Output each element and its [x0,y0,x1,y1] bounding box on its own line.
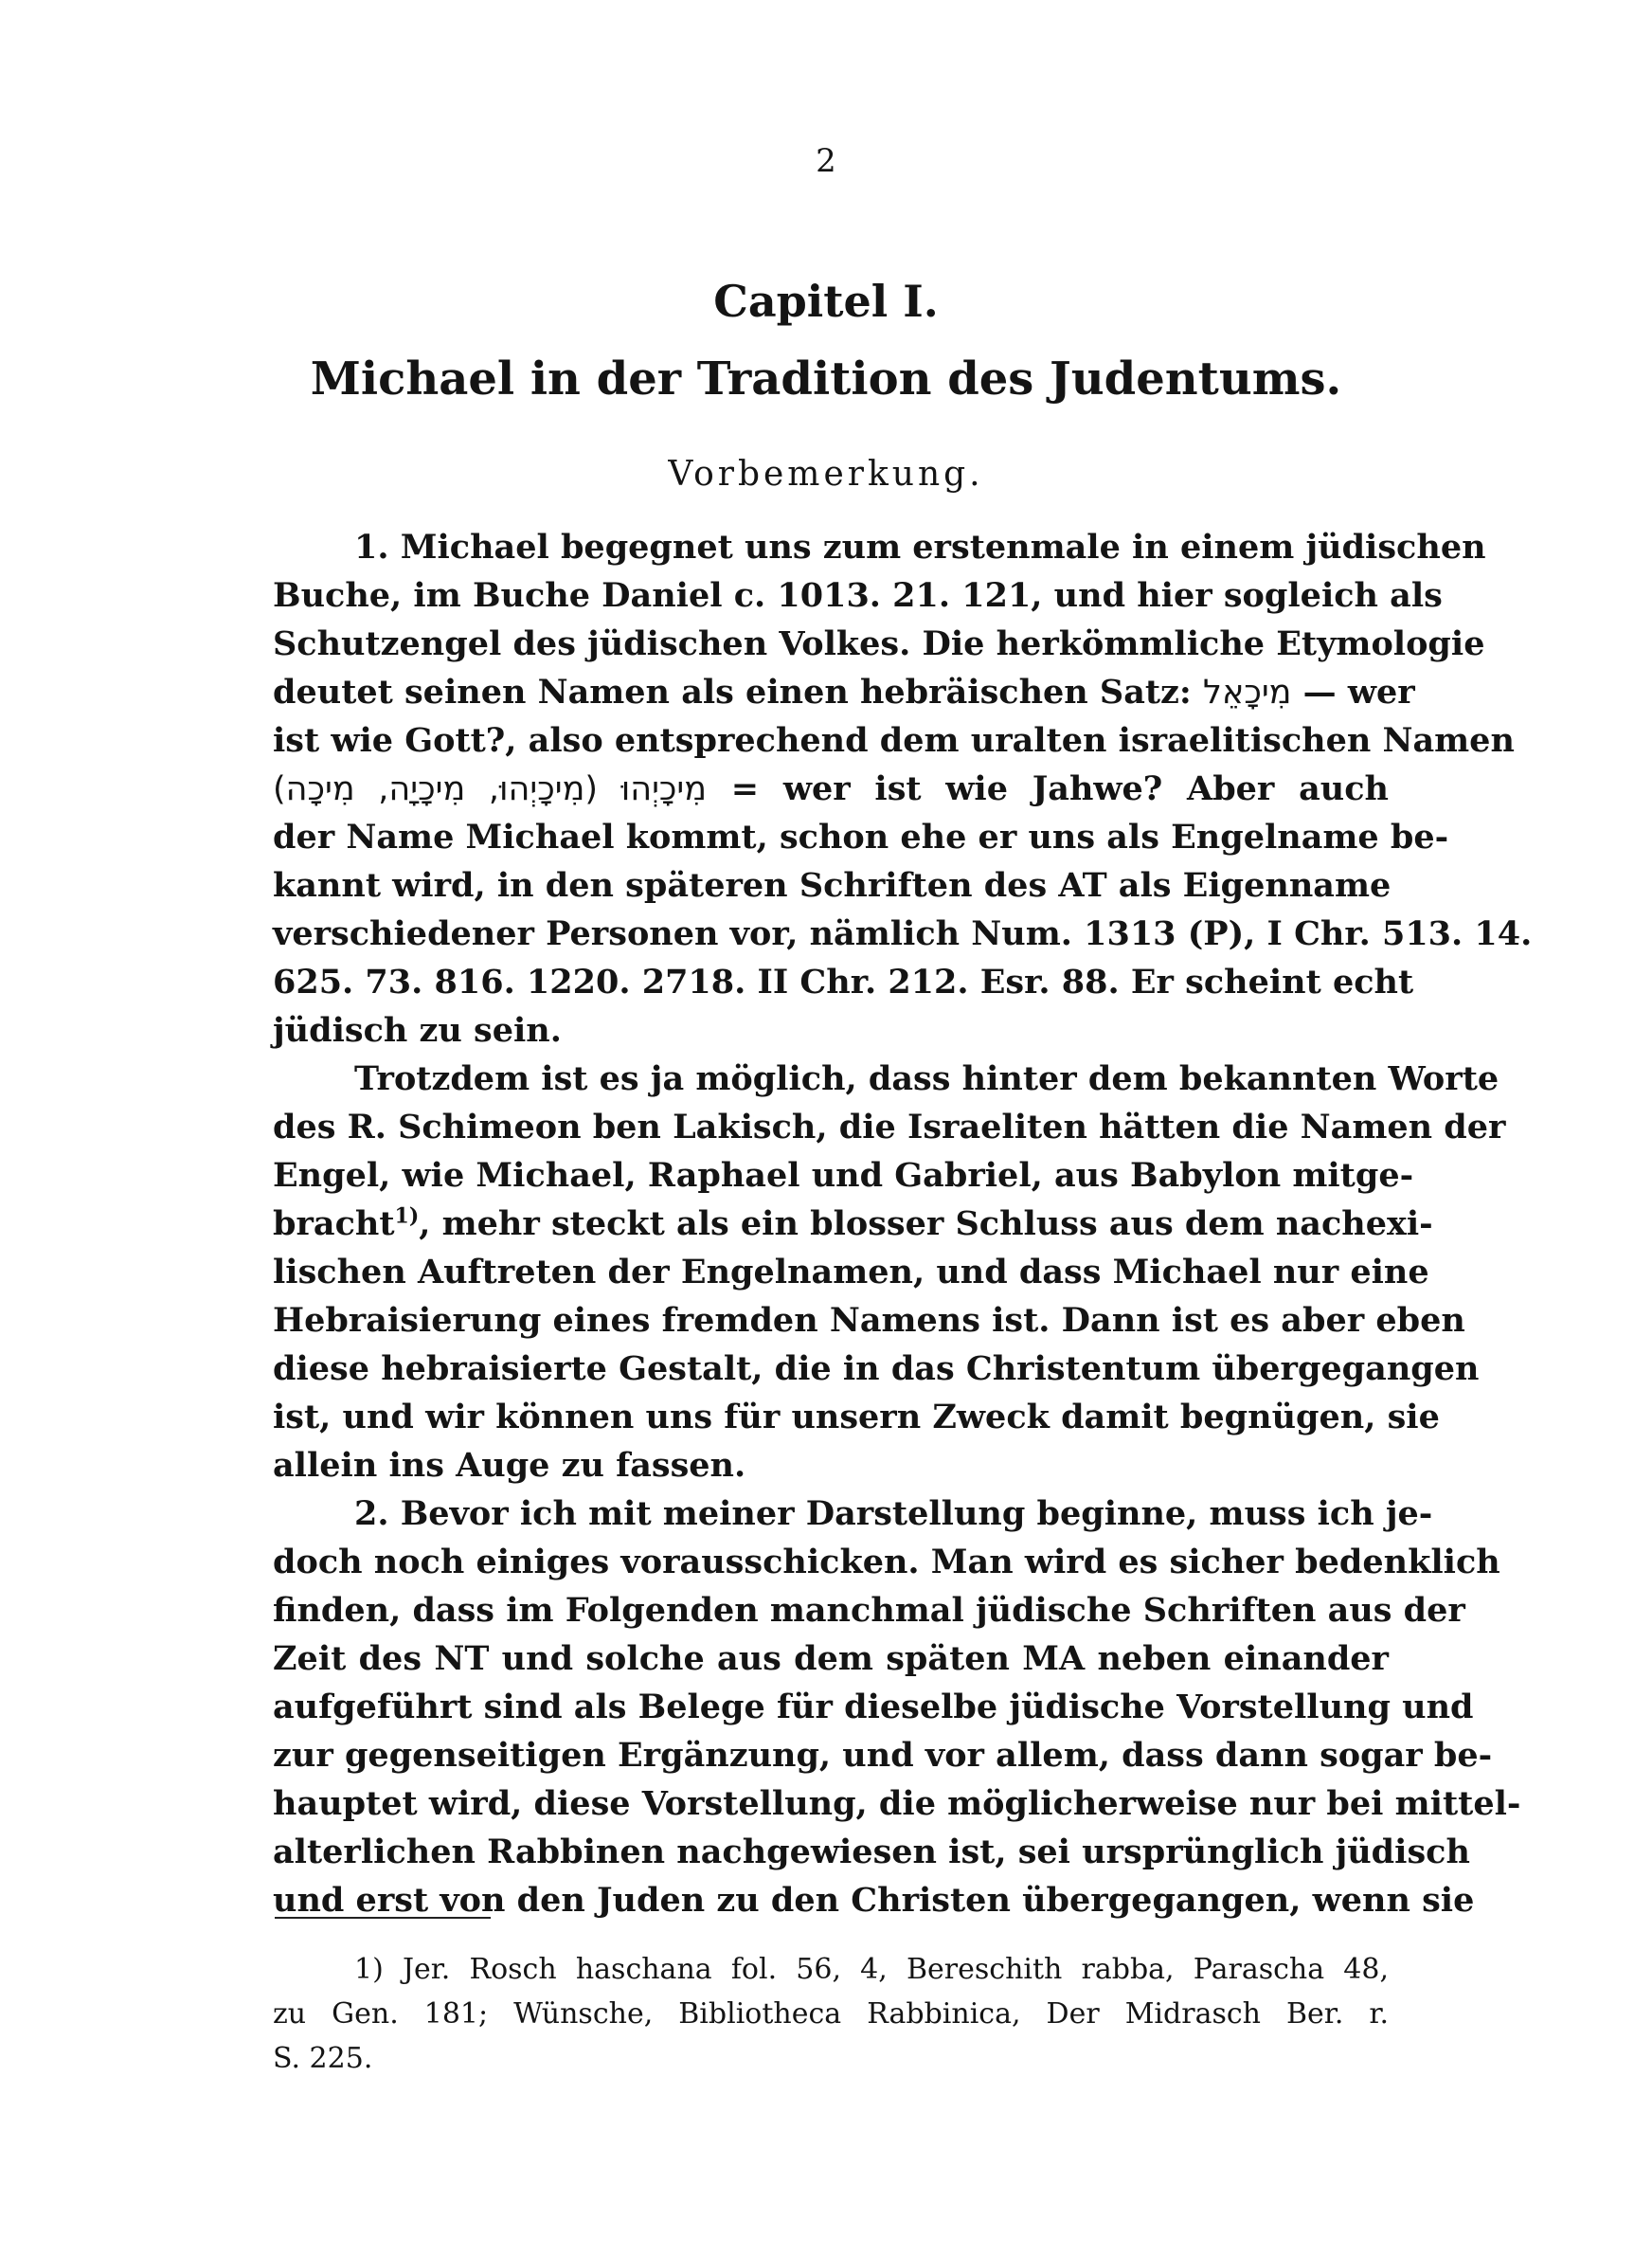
page-number: 2 [816,142,836,180]
text-line: Buche, im Buche Daniel c. 1013. 21. 121, und hier sogleich als [273,576,1443,615]
text-line: finden, dass im Folgenden manchmal jüdische Schriften aus der [273,1591,1465,1630]
footnotes [273,1947,1389,2081]
text-line: Schutzengel des jüdischen Volkes. Die herkömmliche Etymologie [273,624,1485,663]
text-line: zur gegenseitigen Ergänzung, und vor allem, dass dann sogar be- [273,1736,1493,1775]
text-line: hauptet wird, diese Vorstellung, die möglicherweise nur bei mittel- [273,1784,1521,1823]
text-line: kannt wird, in den späteren Schriften des AT als Eigenname [273,866,1392,905]
text-segment: deutet seinen Namen als einen hebräischen Satz: [273,673,1192,712]
footnote-line: S. 225. [273,2042,373,2075]
text-segment: — wer [1302,673,1415,712]
text-line: verschiedener Personen vor, nämlich Num. 1313 (P), I Chr. 513. 14. [273,914,1533,953]
footnote-line: zu Gen. 181; Wünsche, Bibliotheca Rabbinica, Der Midrasch Ber. r. [273,1997,1389,2031]
text-line: 1. Michael begegnet uns zum erstenmale in einem jüdischen [354,528,1486,567]
text-line: ist, und wir können uns für unsern Zweck damit begnügen, sie [273,1398,1440,1436]
text-line: des R. Schimeon ben Lakisch, die Israeliten hätten die Namen der [273,1108,1506,1147]
text-line: doch noch einiges vorausschicken. Man wird es sicher bedenklich [273,1543,1500,1581]
chapter-subtitle: Michael in der Tradition des Judentums. [310,352,1342,406]
body-text [273,523,1533,1924]
text-line: Hebraisierung eines fremden Namens ist. Dann ist es aber eben [273,1301,1465,1340]
chapter-title: Capitel I. [713,276,939,327]
hebrew-names: מִיכָיְהוּ (מִיכָיְהוּ, מִיכָיָה, מִיכָה) [273,770,708,808]
text-line: lischen Auftreten der Engelnamen, und dass Michael nur eine [273,1253,1429,1291]
text-line: der Name Michael kommt, schon ehe er uns als Engelname be- [273,818,1449,857]
footnote-line: 1) Jer. Rosch haschana fol. 56, 4, Bereschith rabba, Parascha 48, [354,1953,1389,1986]
section-title: Vorbemerkung. [668,455,984,494]
text-line: ist wie Gott?, also entsprechend dem uralten israelitischen Namen [273,721,1515,760]
text-line: alterlichen Rabbinen nachgewiesen ist, sei ursprünglich jüdisch [273,1833,1470,1871]
text-line: diese hebraisierte Gestalt, die in das Christentum übergegangen [273,1349,1480,1388]
text-line: jüdisch zu sein. [273,1011,562,1050]
text-line: Zeit des NT und solche aus dem späten MA neben einander [273,1639,1389,1678]
text-line [273,668,1415,716]
footnote-marker[interactable]: 1) [394,1203,420,1229]
text-line: allein ins Auge zu fassen. [273,1446,746,1485]
hebrew-word: מִיכָאֵל [1203,674,1292,712]
text-line: 625. 73. 816. 1220. 2718. II Chr. 212. Esr. 88. Er scheint echt [273,963,1414,1002]
text-line [273,1200,1433,1248]
text-line: Engel, wie Michael, Raphael und Gabriel, aus Babylon mitge- [273,1156,1414,1195]
text-segment: = wer ist wie Jahwe? Aber auch [730,769,1389,808]
footnote-divider [275,1917,491,1919]
text-segment: bracht [273,1204,395,1243]
text-segment: , mehr steckt als ein blosser Schluss aus dem nachexi- [419,1204,1433,1243]
text-line: und erst von den Juden zu den Christen übergegangen, wenn sie [273,1881,1475,1920]
text-line: 2. Bevor ich mit meiner Darstellung beginne, muss ich je- [354,1494,1433,1533]
text-line: Trotzdem ist es ja möglich, dass hinter dem bekannten Worte [354,1059,1499,1098]
text-line: aufgeführt sind als Belege für dieselbe jüdische Vorstellung und [273,1688,1474,1726]
text-line [273,765,1389,813]
